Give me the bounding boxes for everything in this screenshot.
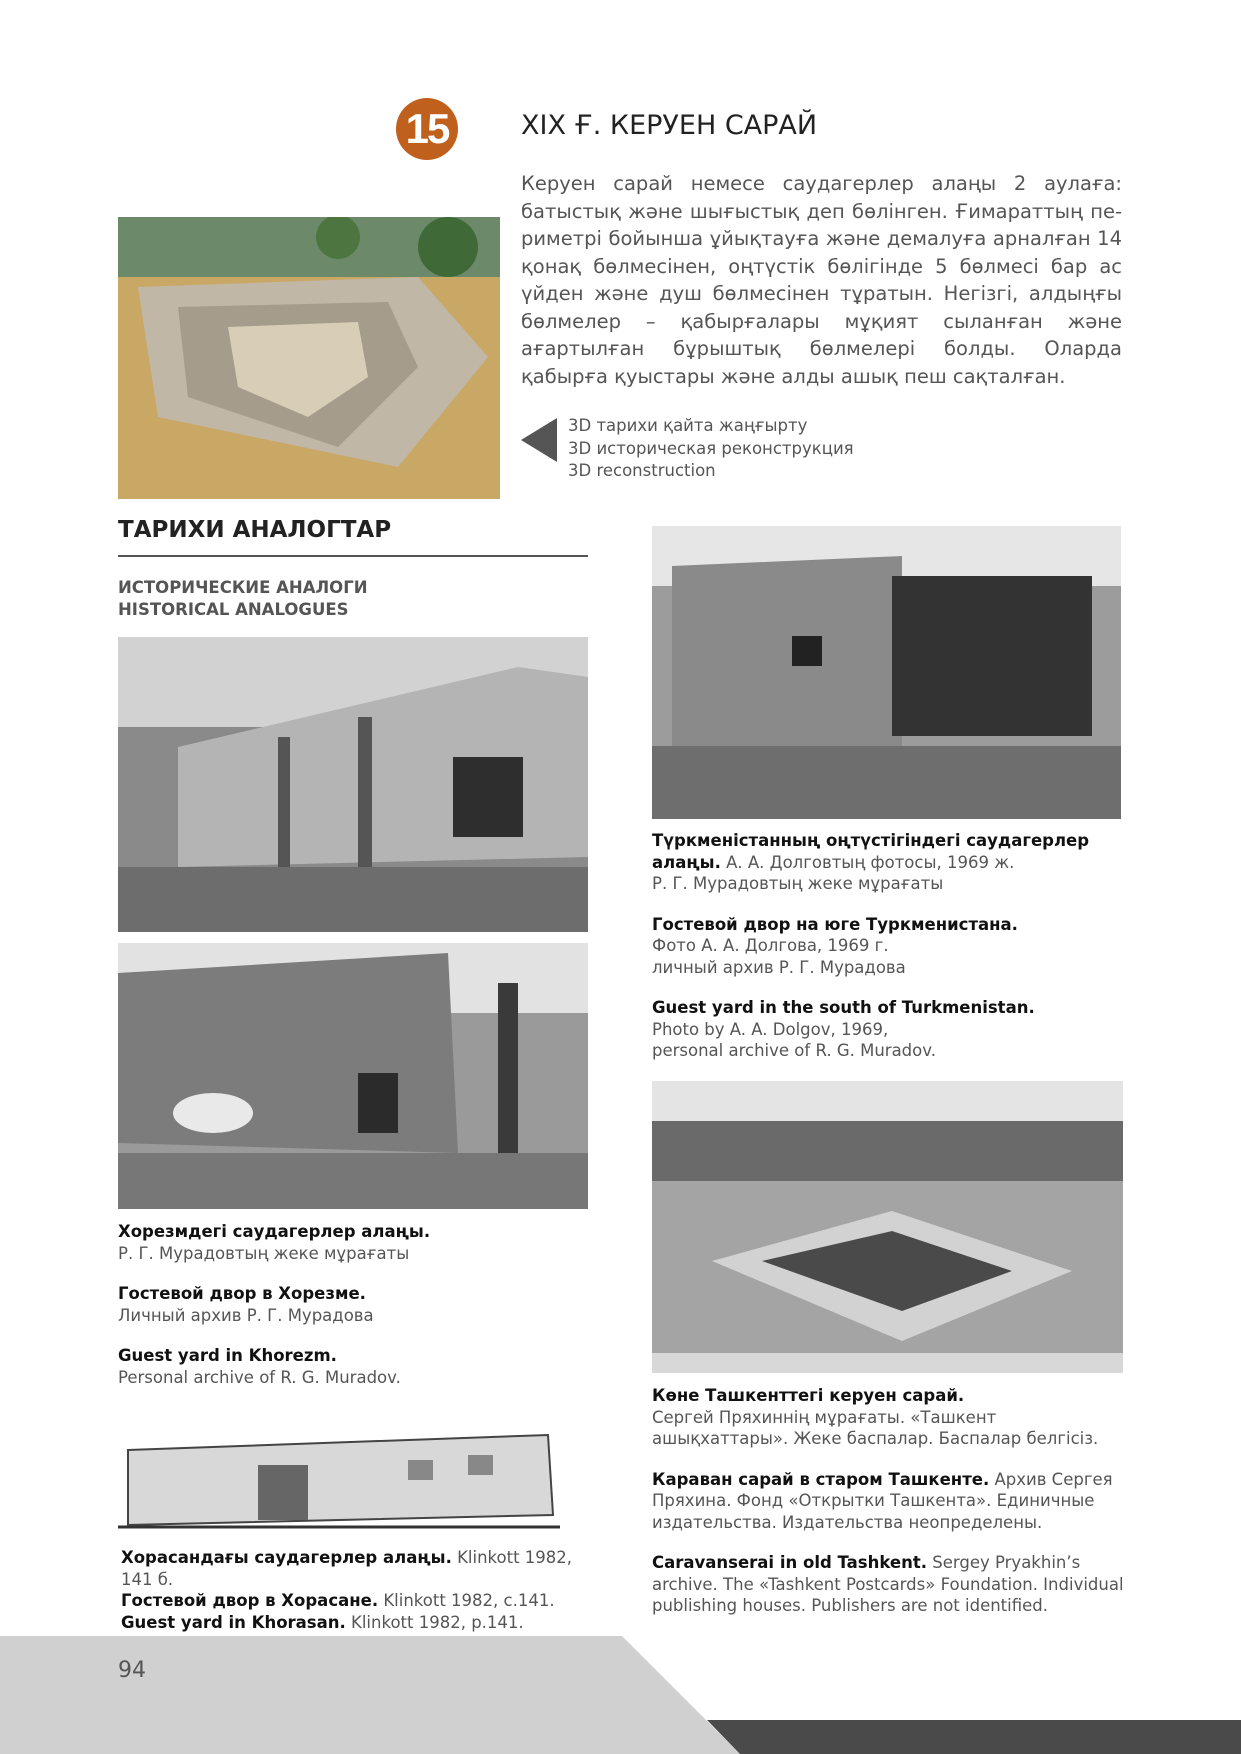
section-title: XIX Ғ. КЕРУЕН САРАЙ	[521, 110, 818, 141]
tashkent-caption-en-text: Sergey Pryakhin’s archive. The «Tashkent Postcards» Foundation. Individual publishing houses. Publishers are not identified.	[652, 1553, 1124, 1615]
khorezm-caption-kz-text: Р. Г. Мурадовтың жеке мұрағаты	[118, 1243, 410, 1263]
reconstruction-caption-ru: 3D историческая реконструкция	[568, 438, 854, 458]
turkmenistan-caption-kz-text2: Р. Г. Мурадовтың жеке мұрағаты	[652, 874, 944, 893]
turkmenistan-caption-kz-bold: Түркменістанның оңтүстігіндегі саудагерлер алаңы.	[652, 831, 1090, 872]
khorasan-caption-ru-text: Klinkott 1982, с.141.	[378, 1591, 555, 1610]
intro-paragraph: Керуен сарай немесе саудагерлер алаңы 2 аулаға: батыстық және шығыстық деп бөлінген. Ғимараттың пе- риметрі бойынша ұйықтауға және демалуға арналған 14 қонақ бөлмесінен, оңтүстік бөлігінде 5 бөлмесі бар ас үйден және душ бөлмесінен тұратын. Негізгі, алдыңғы бөлмелер – қабырғалары мұқият сыланған және ағартылған бұрыштық бөлмелері болды. Оларда қабырға қуыстары және алды ашық пеш сақталған.	[521, 172, 1122, 388]
section-number-badge: 15	[396, 98, 458, 160]
footer-band	[0, 1636, 1241, 1754]
analogues-subheading-en: HISTORICAL ANALOGUES	[118, 600, 349, 619]
khorasan-caption-en-text: Klinkott 1982, p.141.	[345, 1612, 524, 1632]
tashkent-caption-ru-bold: Караван сарай в старом Ташкенте.	[652, 1469, 990, 1489]
tashkent-photo	[652, 1081, 1123, 1373]
turkmenistan-photo	[652, 526, 1121, 819]
turkmenistan-caption-ru-bold: Гостевой двор на юге Туркменистана.	[652, 914, 1018, 934]
khorasan-sketch	[118, 1415, 560, 1537]
khorasan-caption-en-bold: Guest yard in Khorasan.	[121, 1612, 346, 1632]
khorezm-caption	[118, 1221, 588, 1388]
analogues-subheading-ru: ИСТОРИЧЕСКИЕ АНАЛОГИ	[118, 578, 368, 597]
khorezm-caption-kz-bold: Хорезмдегі саудагерлер алаңы.	[118, 1222, 431, 1241]
khorezm-photo-2	[118, 943, 588, 1209]
analogues-subheading	[118, 577, 368, 621]
reconstruction-3d-image	[118, 217, 500, 499]
page-number: 94	[118, 1658, 146, 1683]
khorasan-caption-kz-text: Klinkott 1982, 141 б.	[121, 1548, 573, 1589]
pointer-triangle-icon	[521, 418, 557, 462]
tashkent-caption-ru-text: Архив Сергея Пряхина. Фонд «Открытки Ташкента». Единичные издательства. Издательства неопределены.	[652, 1469, 1113, 1532]
turkmenistan-caption-en-bold: Guest yard in the south of Turkmenistan.	[652, 998, 1035, 1017]
tashkent-caption	[652, 1385, 1127, 1617]
khorasan-caption-ru-bold: Гостевой двор в Хорасане.	[121, 1591, 379, 1610]
khorezm-caption-en-text: Personal archive of R. G. Muradov.	[118, 1367, 401, 1387]
turkmenistan-caption	[652, 830, 1122, 1062]
khorezm-photo-1	[118, 637, 588, 932]
reconstruction-caption	[568, 415, 854, 483]
khorezm-caption-ru-text: Личный архив Р. Г. Мурадова	[118, 1305, 374, 1325]
khorezm-caption-ru-bold: Гостевой двор в Хорезме.	[118, 1284, 366, 1303]
turkmenistan-caption-kz-text: А. А. Долговтың фотосы, 1969 ж.	[720, 852, 1015, 872]
tashkent-caption-en-bold: Caravanserai in old Tashkent.	[652, 1553, 927, 1572]
khorezm-caption-en-bold: Guest yard in Khorezm.	[118, 1346, 337, 1365]
turkmenistan-caption-ru-text2: личный архив Р. Г. Мурадова	[652, 957, 906, 977]
tashkent-caption-kz-text: Сергей Пряхиннің мұрағаты. «Ташкент ашықхаттары». Жеке баспалар. Баспалар белгісіз.	[652, 1407, 1099, 1448]
turkmenistan-caption-en-text: Photo by A. A. Dolgov, 1969,	[652, 1019, 889, 1039]
turkmenistan-caption-en-text2: personal archive of R. G. Muradov.	[652, 1041, 936, 1060]
khorasan-caption	[121, 1547, 601, 1633]
heading-divider	[118, 555, 588, 557]
analogues-heading: ТАРИХИ АНАЛОГТАР	[118, 517, 392, 543]
khorasan-caption-kz-bold: Хорасандағы саудагерлер алаңы.	[121, 1548, 452, 1567]
reconstruction-caption-en: 3D reconstruction	[568, 461, 716, 480]
tashkent-caption-kz-bold: Көне Ташкенттегі керуен сарай.	[652, 1386, 965, 1405]
turkmenistan-caption-ru-text: Фото А. А. Долгова, 1969 г.	[652, 936, 889, 955]
reconstruction-caption-kz: 3D тарихи қайта жаңғырту	[568, 416, 808, 435]
